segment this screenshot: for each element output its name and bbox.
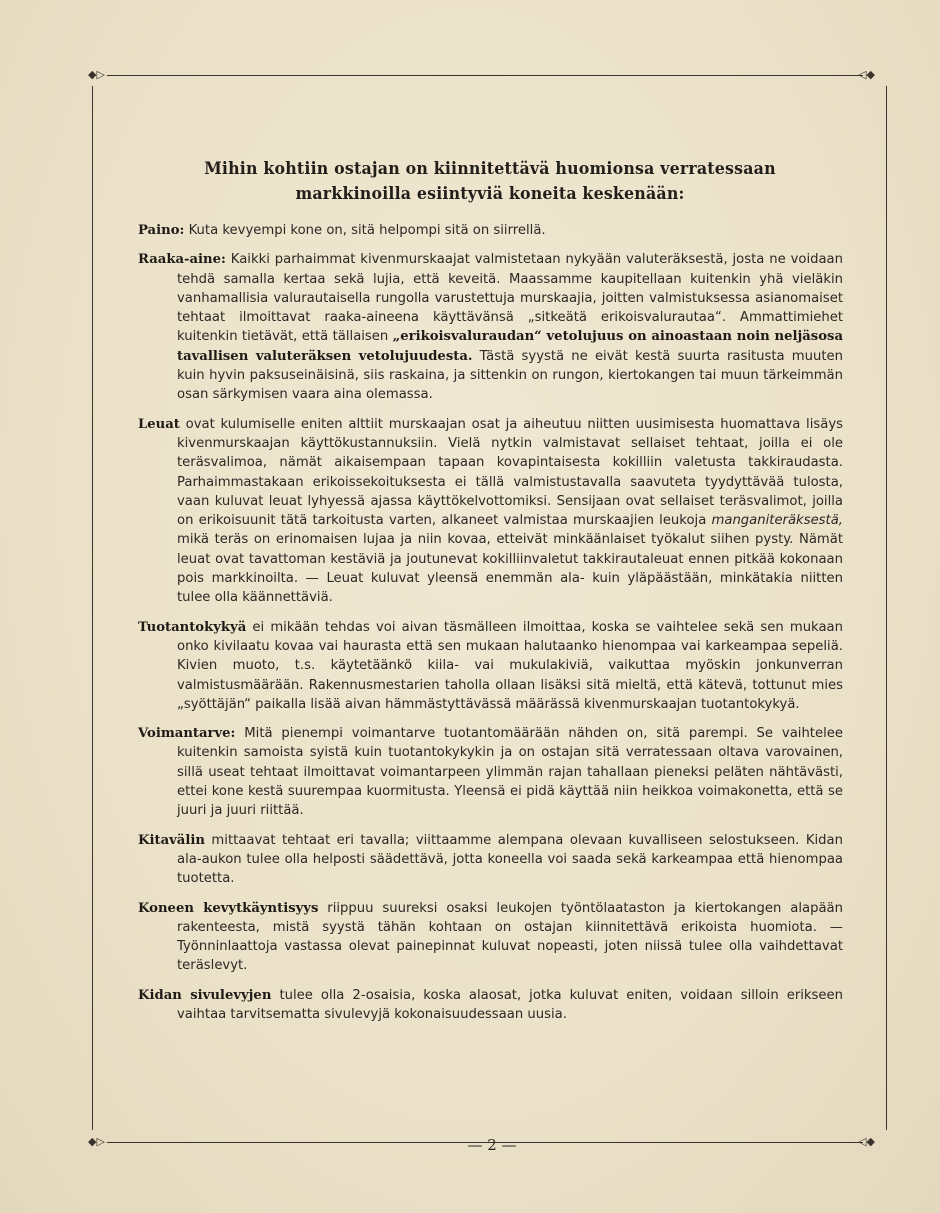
section-term: Leuat (138, 416, 180, 432)
section-paragraph (138, 250, 843, 404)
section-text: Tästä syystä ne eivät kestä suurta rasitusta muuten kuin hyvin paksuseinäisinä, siis raskaina, ja sittenkin on rungon, kiertokangen tai muun tärkeimmän osan särkymisen vaara aina olemassa. (177, 348, 844, 403)
corner-ornament-bottom-right-icon: ◁◆ (858, 1135, 875, 1148)
section-term: Paino: (138, 223, 185, 238)
section-text: Kaikki parhaimmat kivenmurskaajat valmistetaan nykyään valuteräksestä, josta ne voidaan tehdä samalla kertaa sekä lujia, että keveitä. Maassamme kaupitellaan kuitenkin yhä vieläkin vanhamallisia valurautaisella rungolla varustettuja murskaajia, joitten valmistuksessa asianomaiset tehtaat ilmoittavat raaka-aineena käyttävänsä „sitkeätä erikoisvalurautaa“. Ammattimiehet kuitenkin tietävät, että tällaisen (177, 252, 843, 345)
section-term: Voimantarve: (138, 726, 236, 742)
section-text: mikä teräs on erinomaisen lujaa ja niin kovaa, etteivät minkäänlaiset työkalut siihen pysty. Nämät leuat ovat tavattoman kestäviä ja joutunevat kokilliinvaletut takkirautaleuat ennen pitkää kokonaan pois markkinoilta. — Leuat kuluvat yleensä enemmän ala- kuin yläpäästään, minkätakia niitten tulee olla käännettäviä. (177, 532, 843, 606)
section-text: Kuta kevyempi kone on, sitä helpompi sitä on siirrellä. (184, 223, 546, 238)
section-term: Kidan sivulevyjen (138, 987, 272, 1003)
corner-ornament-top-right-icon: ◁◆ (858, 68, 875, 81)
section-paragraph (138, 618, 843, 714)
section-paragraph (138, 724, 843, 820)
section-text: ovat kulumiselle eniten alttiit murskaajan osat ja aiheutuu niitten uusimisesta huomattava lisäys kivenmurskaajan käyttökustannuksiin. Vielä nytkin valmistavat sellaiset tehtaat, joilla ei ole teräsvalimoa, nämät aikaisempaan tapaan kovapintaisesta kokilliin valetusta takkiraudasta. Parhaimmastakaan erikoissekoituksesta ei tällä valmistustavalla saavuteta tyydyttävää tulosta, vaan kuluvat leuat lyhyessä ajassa käyttökelvottomiksi. Sensijaan ovat sellaiset teräsvalimot, joilla on erikoisuunit tätä tarkoitusta varten, alkaneet valmistaa murskaajien leukoja (177, 416, 843, 529)
section-text-italic: manganiteräksestä, (711, 513, 843, 529)
section-text: Mitä pienempi voimantarve tuotantomäärään nähden on, sitä parempi. Se vaihtelee kuitenkin samoista syistä kuin tuotantokykykin ja on ostajan sitä verratessaan oltava varovainen, sillä useat tehtaat ilmoittavat voimantarpeen ylimmän rajan tahallaan pieneksi peläten nähtävästi, ettei kone kestä suurempaa kuormitusta. Yleensä ei pidä käyttää niin heikkoa voimakonetta, että se juuri ja juuri riittää. (177, 726, 843, 819)
section-text-bold: „erikoisvaluraudan“ vetolujuus on ainoastaan noin neljäsosa tavallisen valuteräksen vetolujuudesta. (177, 329, 843, 364)
section-text: tulee olla 2-osaisia, koska alaosat, jotka kuluvat eniten, voidaan silloin erikseen vaihtaa tarvitsematta sivulevyjä kokonaisuudessaan uusia. (177, 987, 843, 1022)
frame-right-rule (886, 86, 887, 1130)
section-paragraph (138, 899, 843, 976)
section-text: mittaavat tehtaat eri tavalla; viittaamme alempana olevaan kuvalliseen selostukseen. Kidan ala-aukon tulee olla helposti säädettävä, jotta koneella voi saada sekä karkeampaa että hienompaa tuotetta. (177, 832, 843, 887)
section-term: Raaka-aine: (138, 252, 226, 268)
section-term: Kitavälin (138, 832, 205, 848)
section-paragraph (138, 831, 843, 889)
section-term: Tuotantokykyä (138, 619, 247, 635)
corner-ornament-top-left-icon: ◆▷ (88, 68, 105, 81)
section-paragraph (138, 415, 843, 608)
document-body (138, 221, 843, 1034)
frame-left-rule (92, 86, 93, 1130)
corner-ornament-bottom-left-icon: ◆▷ (88, 1135, 105, 1148)
section-text: riippuu suureksi osaksi leukojen työntölaataston ja kiertokangen alapään rakenteesta, mistä syystä tähän kohtaan on ostajan kiinnitettävä erikoista huomiota. — Työnninlaattoja vastassa olevat painepinnat kuluvat nopeasti, joten niissä tulee olla vaihdettavat teräslevyt. (177, 900, 843, 974)
page-number: — 2 — (467, 1136, 517, 1154)
page-title: Mihin kohtiin ostajan on kiinnitettävä huomionsa verratessaan markkinoilla esiintyviä koneita keskenään: (204, 159, 776, 205)
section-paragraph (138, 986, 843, 1025)
section-paragraph (138, 221, 843, 240)
frame-top-rule (107, 75, 863, 76)
section-text: ei mikään tehdas voi aivan täsmälleen ilmoittaa, koska se vaihtelee sekä sen mukaan onko kivilaatu kovaa vai haurasta että sen mukaan halutaanko hienompaa vai karkeampaa sepeliä. Kivien muoto, t.s. käytetäänkö kiila- vai mukulakiviä, vaikuttaa myöskin jonkunverran valmistusmäärään. Rakennusmestarien taholla ollaan lisäksi sitä mieltä, että kätevä, tottunut mies „syöttäjän“ paikalla lisää aivan hämmästyttävässä määrässä kivenmurskaajan tuotantokykyä. (177, 619, 843, 712)
section-term: Koneen kevytkäyntisyys (138, 900, 319, 916)
